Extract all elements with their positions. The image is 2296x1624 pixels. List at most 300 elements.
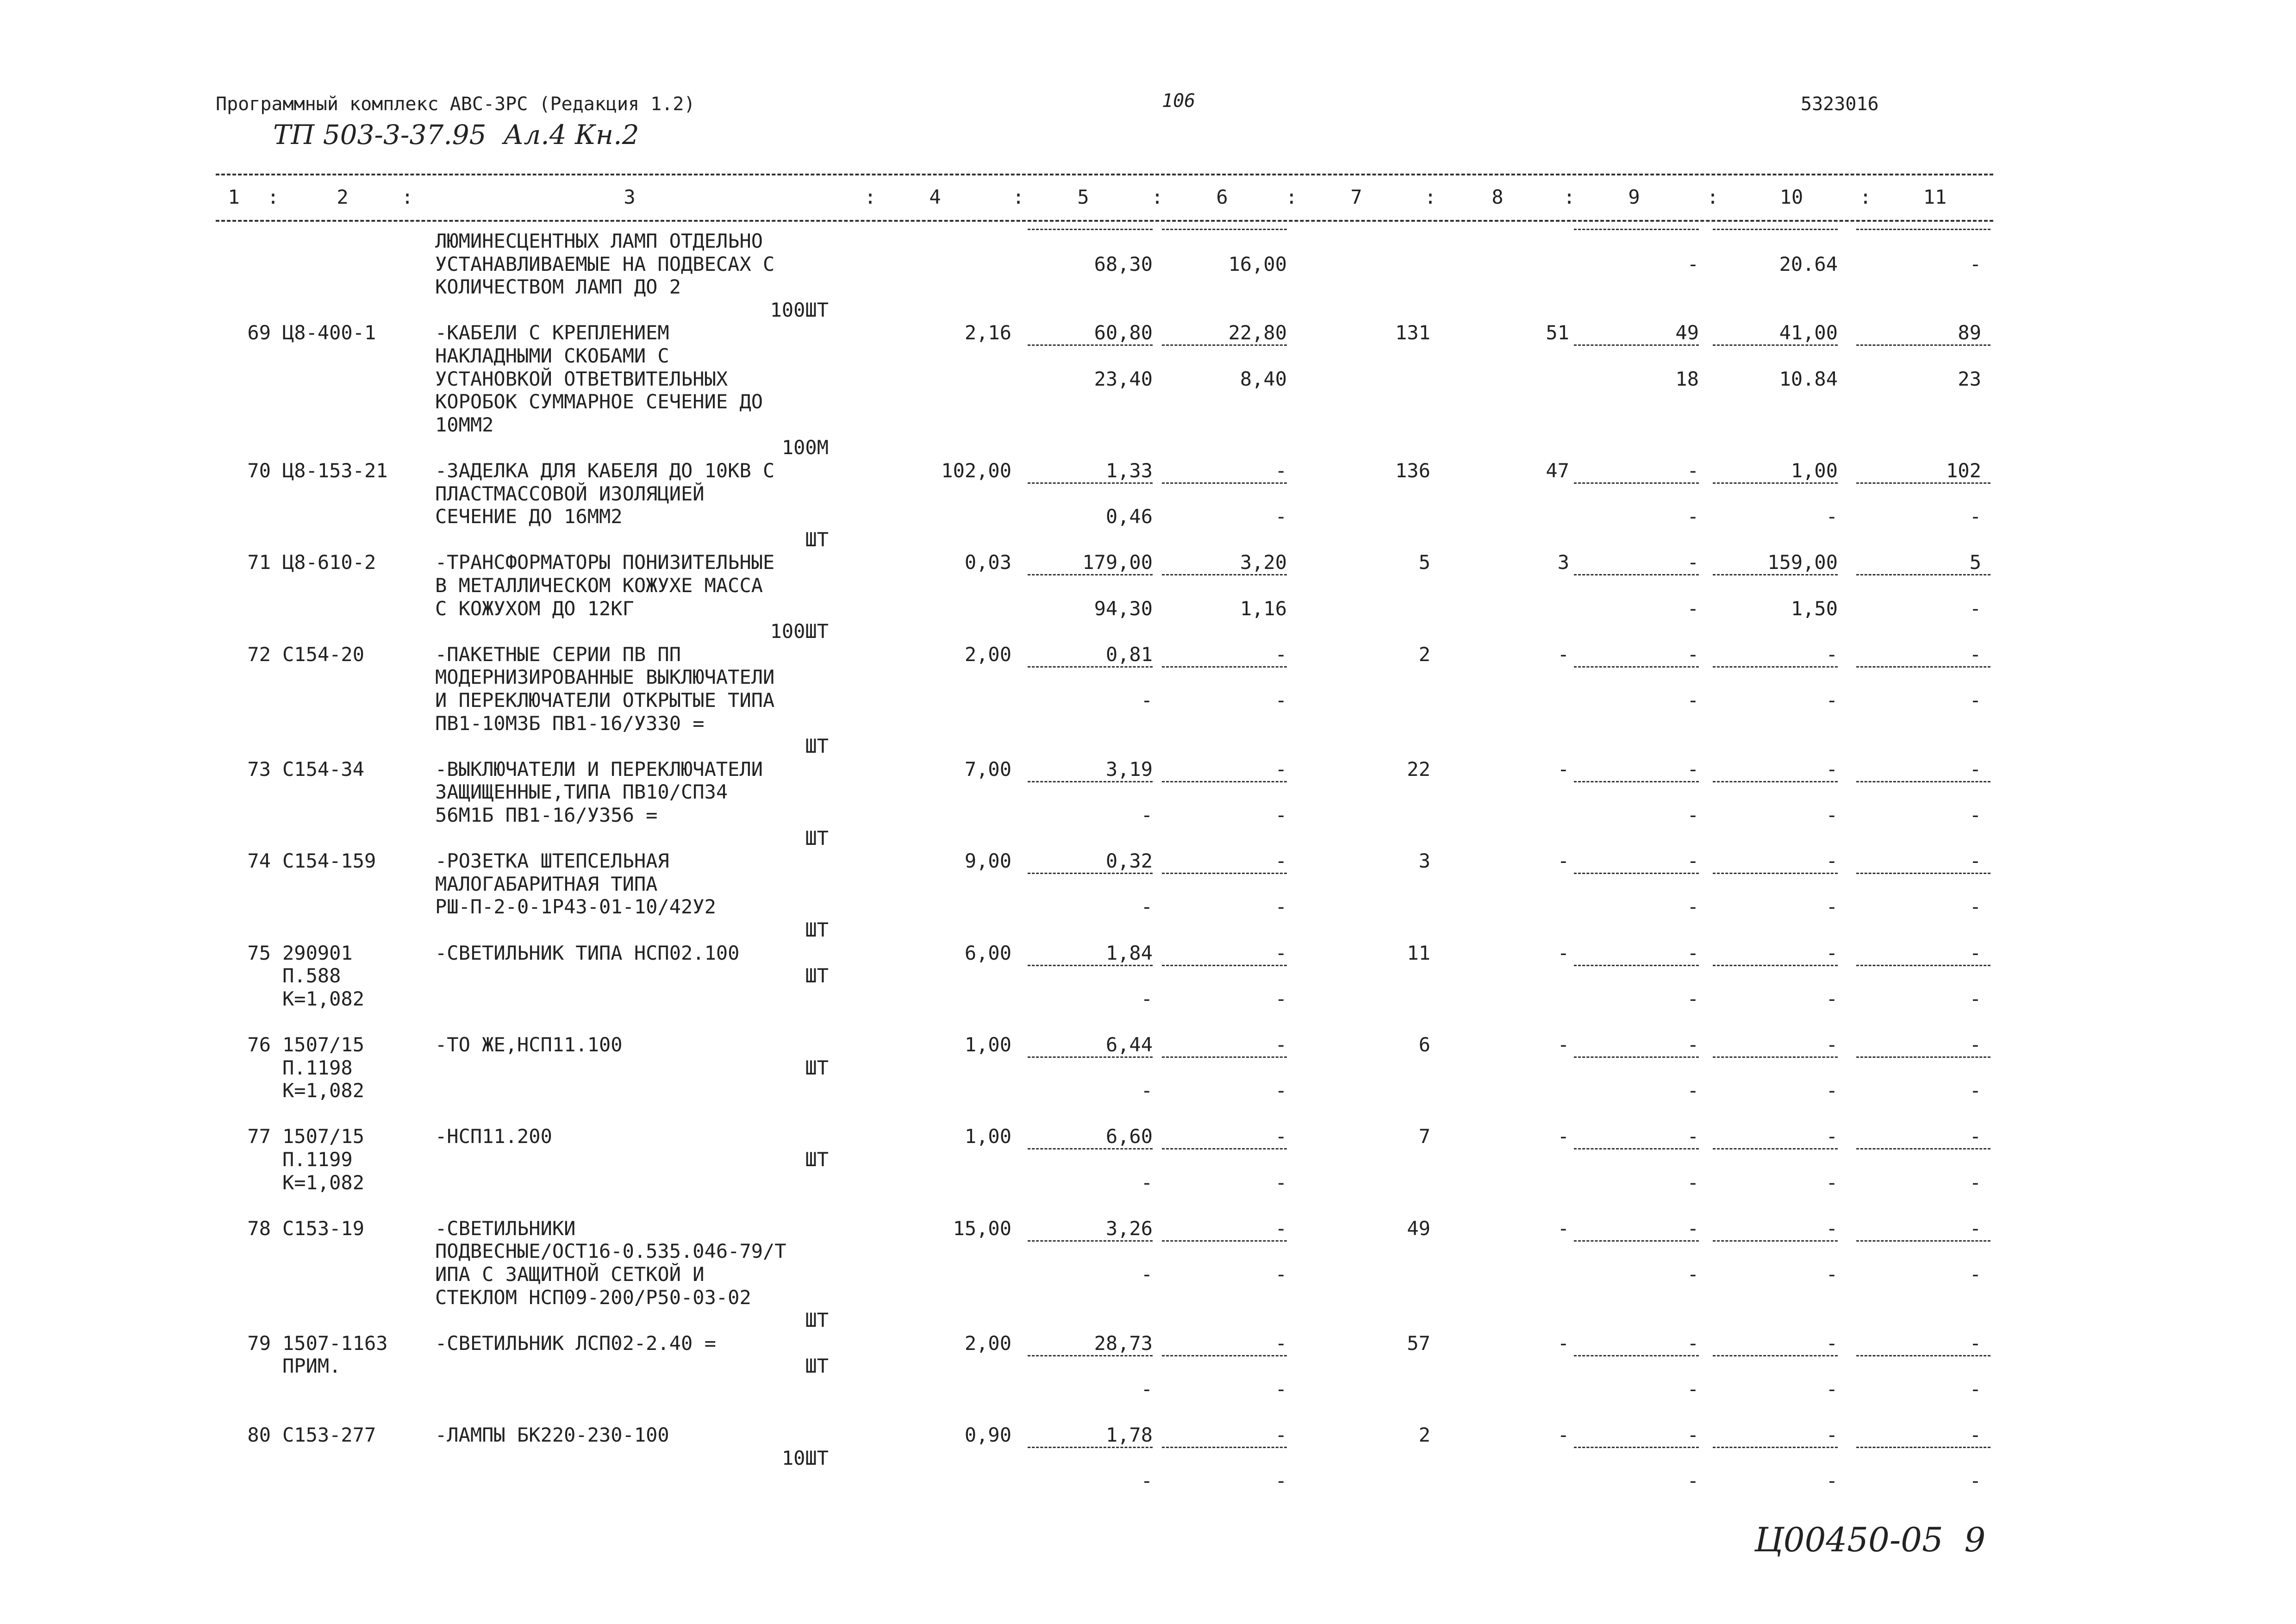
value-separator [1028,482,1153,484]
unit-of-measure: ШТ [805,735,829,758]
cell-col-1: 71 [247,551,271,574]
cell-col-3: -ТО ЖЕ,НСП11.100 [435,1033,623,1056]
cell-col-8: - [1557,849,1569,873]
unit-of-measure: ШТ [805,1355,829,1378]
cell-col-3: КОЛИЧЕСТВОМ ЛАМП ДО 2 [435,275,681,299]
cell-col-11: - [1969,849,1981,873]
value-separator [1574,965,1699,966]
cell-col-9: - [1687,1033,1699,1056]
value-separator [1856,873,1990,874]
cell-col-10: - [1826,1263,1838,1286]
unit-of-measure: 100ШТ [770,298,829,321]
cell-col-11: 23 [1958,367,1981,390]
value-separator [1028,229,1153,230]
cell-col-6: - [1275,941,1287,964]
value-separator [1574,666,1699,668]
cell-col-9: - [1687,643,1699,666]
cell-col-3: -ЗАДЕЛКА ДЛЯ КАБЕЛЯ ДО 10КВ С [435,459,775,482]
cell-col-9: - [1687,757,1699,781]
cell-col-6: - [1275,849,1287,873]
cell-col-11: 89 [1958,321,1981,344]
cell-col-3: ПЛАСТМАССОВОЙ ИЗОЛЯЦИЕЙ [435,482,705,505]
header-bottom-rule [216,220,1993,222]
cell-col-7: 136 [1395,459,1430,482]
cell-col-9: - [1687,941,1699,964]
unit-of-measure: ШТ [805,918,829,941]
cell-col-8: - [1557,941,1569,964]
cell-col-7: 5 [1418,551,1430,574]
cell-col-9: - [1687,1217,1699,1240]
cell-col-11: - [1969,1033,1981,1056]
cell-col-6: - [1275,1378,1287,1400]
value-separator [1162,574,1287,575]
value-separator [1574,1355,1699,1356]
cell-col-5: - [1141,1171,1153,1194]
program-title: Программный комплекс АВС-3РС (Редакция 1.2) [216,94,695,115]
column-header-6: 6 [1216,186,1228,208]
document-code: 5323016 [1801,94,1879,115]
value-separator [1028,1240,1153,1242]
value-separator [1162,1240,1287,1242]
cell-col-6: - [1275,689,1287,712]
cell-col-9: - [1687,505,1699,528]
cell-col-1: 80 [247,1424,271,1447]
column-header-11: 11 [1923,186,1947,208]
cell-col-5: 3,26 [1105,1217,1153,1240]
cell-col-8: - [1557,1424,1569,1447]
cell-col-9: 18 [1675,367,1699,390]
column-separator: : [267,186,279,208]
cell-col-11: - [1969,643,1981,666]
column-header-3: 3 [624,186,636,208]
value-separator [1162,482,1287,484]
cell-col-4: 0,03 [964,551,1011,574]
value-separator [1574,781,1699,782]
value-separator [1162,1056,1287,1058]
cell-col-5: - [1141,689,1153,712]
cell-col-1: 74 [247,849,271,873]
unit-of-measure: ШТ [805,1309,829,1332]
cell-col-9: - [1687,1378,1699,1400]
cell-col-5: - [1141,804,1153,826]
cell-col-9: - [1687,849,1699,873]
column-header-9: 9 [1628,186,1640,208]
cell-col-10: - [1826,941,1838,964]
value-separator [1028,344,1153,346]
cell-col-3: С КОЖУХОМ ДО 12КГ [435,597,634,620]
cell-col-4: 2,00 [964,1331,1011,1355]
value-separator [1028,1355,1153,1356]
value-separator [1028,574,1153,575]
column-separator: : [1285,186,1298,208]
cell-col-6: - [1275,987,1287,1010]
unit-of-measure: 100М [781,436,829,459]
cell-col-1: 69 [247,321,271,344]
unit-of-measure: ШТ [805,528,829,551]
cell-col-1: 76 [247,1033,271,1056]
value-separator [1713,781,1838,782]
cell-col-3: 56М1Б ПВ1-16/У356 = [435,804,658,826]
value-separator [1713,965,1838,966]
value-separator [1028,666,1153,668]
cell-col-8: - [1557,757,1569,781]
cell-col-10: - [1826,643,1838,666]
value-separator [1856,482,1990,484]
cell-col-3: -КАБЕЛИ С КРЕПЛЕНИЕМ [435,321,669,344]
value-separator [1713,1355,1838,1356]
unit-of-measure: 10ШТ [781,1446,829,1469]
cell-col-10: - [1826,1171,1838,1194]
value-separator [1574,1056,1699,1058]
cell-col-9: - [1687,597,1699,620]
cell-col-11: - [1969,1424,1981,1447]
cell-col-6: - [1275,1033,1287,1056]
cell-col-2: 1507/15 [282,1033,365,1056]
value-separator [1574,482,1699,484]
cell-col-3: -ВЫКЛЮЧАТЕЛИ И ПЕРЕКЛЮЧАТЕЛИ [435,757,763,781]
cell-col-5: - [1141,1469,1153,1493]
cell-col-10: - [1826,1424,1838,1447]
cell-col-11: 102 [1946,459,1981,482]
cell-col-11: - [1969,1469,1981,1493]
cell-col-5: 23,40 [1094,367,1153,390]
cell-col-3: НАКЛАДНЫМИ СКОБАМИ С [435,344,669,367]
cell-col-6: 8,40 [1240,367,1287,390]
value-separator [1574,344,1699,346]
cell-col-9: - [1687,1263,1699,1286]
value-separator [1028,873,1153,874]
cell-col-3: -ПАКЕТНЫЕ СЕРИИ ПВ ПП [435,643,681,666]
value-separator [1856,1056,1990,1058]
cell-col-5: 28,73 [1094,1331,1153,1355]
value-separator [1713,1240,1838,1242]
cell-col-2: К=1,082 [282,1079,365,1102]
cell-col-11: - [1969,757,1981,781]
cell-col-10: - [1826,1125,1838,1148]
cell-col-3: -СВЕТИЛЬНИК ЛСП02-2.40 = [435,1331,716,1355]
column-header-5: 5 [1077,186,1089,208]
cell-col-3: УСТАНАВЛИВАЕМЫЕ НА ПОДВЕСАХ С [435,252,775,275]
cell-col-11: - [1969,597,1981,620]
cell-col-7: 3 [1418,849,1430,873]
value-separator [1162,344,1287,346]
cell-col-5: 1,78 [1105,1424,1153,1447]
unit-of-measure: ШТ [805,826,829,849]
cell-col-11: - [1969,1331,1981,1355]
cell-col-8: - [1557,643,1569,666]
cell-col-6: - [1275,1263,1287,1286]
cell-col-5: 3,19 [1105,757,1153,781]
cell-col-10: 159,00 [1767,551,1838,574]
cell-col-6: - [1275,459,1287,482]
cell-col-8: 51 [1546,321,1569,344]
cell-col-6: - [1275,505,1287,528]
cell-col-11: - [1969,987,1981,1010]
cell-col-3: -ЛАМПЫ БК220-230-100 [435,1424,669,1447]
cell-col-5: 68,30 [1094,252,1153,275]
value-separator [1574,229,1699,230]
cell-col-8: - [1557,1331,1569,1355]
value-separator [1713,873,1838,874]
cell-col-9: - [1687,252,1699,275]
cell-col-3: ПОДВЕСНЫЕ/ОСТ16-0.535.046-79/Т [435,1240,786,1263]
column-separator: : [1424,186,1436,208]
value-separator [1574,1148,1699,1149]
cell-col-3: КОРОБОК СУММАРНОЕ СЕЧЕНИЕ ДО [435,390,763,413]
cell-col-10: - [1826,689,1838,712]
cell-col-5: 1,33 [1105,459,1153,482]
column-separator: : [1563,186,1575,208]
cell-col-10: 1,00 [1791,459,1838,482]
cell-col-3: ЛЮМИНЕСЦЕНТНЫХ ЛАМП ОТДЕЛЬНО [435,230,763,252]
value-separator [1162,229,1287,230]
column-separator: : [864,186,876,208]
archive-stamp: Ц00450-05 9 [1754,1520,1986,1559]
cell-col-3: 10ММ2 [435,413,494,436]
cell-col-5: - [1141,895,1153,918]
cell-col-2: П.1198 [282,1056,353,1079]
unit-of-measure: 100ШТ [770,620,829,643]
value-separator [1162,781,1287,782]
value-separator [1574,873,1699,874]
cell-col-3: -РОЗЕТКА ШТЕПСЕЛЬНАЯ [435,849,669,873]
cell-col-1: 75 [247,941,271,964]
cell-col-1: 73 [247,757,271,781]
cell-col-6: - [1275,643,1287,666]
cell-col-5: 0,46 [1105,505,1153,528]
value-separator [1856,574,1990,575]
value-separator [1713,1148,1838,1149]
value-separator [1713,344,1838,346]
cell-col-1: 70 [247,459,271,482]
cell-col-2: Ц8-153-21 [282,459,388,482]
cell-col-4: 2,16 [964,321,1011,344]
cell-col-10: - [1826,1331,1838,1355]
page-number: 106 [1162,90,1196,112]
cell-col-10: 1,50 [1791,597,1838,620]
cell-col-11: - [1969,689,1981,712]
cell-col-8: - [1557,1217,1569,1240]
unit-of-measure: ШТ [805,964,829,987]
cell-col-2: ПРИМ. [282,1355,341,1378]
cell-col-10: - [1826,895,1838,918]
cell-col-2: С154-34 [282,757,365,781]
cell-col-6: - [1275,1469,1287,1493]
cell-col-9: - [1687,1424,1699,1447]
cell-col-11: - [1969,1217,1981,1240]
cell-col-3: РШ-П-2-0-1Р43-01-10/42У2 [435,895,716,918]
column-header-8: 8 [1491,186,1504,208]
cell-col-9: - [1687,689,1699,712]
cell-col-2: Ц8-400-1 [282,321,376,344]
value-separator [1856,781,1990,782]
cell-col-3: МАЛОГАБАРИТНАЯ ТИПА [435,872,658,895]
cell-col-3: УСТАНОВКОЙ ОТВЕТВИТЕЛЬНЫХ [435,367,728,390]
cell-col-6: 22,80 [1228,321,1287,344]
cell-col-11: - [1969,1125,1981,1148]
cell-col-6: 16,00 [1228,252,1287,275]
cell-col-3: -СВЕТИЛЬНИКИ [435,1217,576,1240]
cell-col-7: 22 [1407,757,1430,781]
cell-col-2: П.588 [282,964,341,987]
cell-col-1: 79 [247,1331,271,1355]
value-separator [1162,1447,1287,1448]
column-separator: : [1151,186,1163,208]
cell-col-4: 0,90 [964,1424,1011,1447]
unit-of-measure: ШТ [805,1056,829,1079]
cell-col-2: Ц8-610-2 [282,551,376,574]
cell-col-6: 1,16 [1240,597,1287,620]
cell-col-10: 20.64 [1779,252,1838,275]
cell-col-1: 78 [247,1217,271,1240]
cell-col-5: 94,30 [1094,597,1153,620]
cell-col-10: - [1826,1217,1838,1240]
cell-col-5: 0,81 [1105,643,1153,666]
value-separator [1574,1447,1699,1448]
cell-col-5: - [1141,1378,1153,1400]
cell-col-9: - [1687,895,1699,918]
column-separator: : [401,186,413,208]
cell-col-6: - [1275,757,1287,781]
value-separator [1162,1355,1287,1356]
column-separator: : [1859,186,1872,208]
value-separator [1713,666,1838,668]
cell-col-2: П.1199 [282,1148,353,1171]
cell-col-11: - [1969,1079,1981,1102]
cell-col-6: - [1275,804,1287,826]
cell-col-11: - [1969,1378,1981,1400]
cell-col-9: 49 [1675,321,1699,344]
cell-col-4: 7,00 [964,757,1011,781]
cell-col-10: 41,00 [1779,321,1838,344]
cell-col-10: - [1826,1079,1838,1102]
cell-col-4: 1,00 [964,1125,1011,1148]
cell-col-8: - [1557,1125,1569,1148]
cell-col-2: 290901 [282,941,353,964]
cell-col-6: - [1275,1171,1287,1194]
column-header-1: 1 [228,186,240,208]
cell-col-3: -ТРАНСФОРМАТОРЫ ПОНИЗИТЕЛЬНЫЕ [435,551,775,574]
value-separator [1713,229,1838,230]
cell-col-10: - [1826,757,1838,781]
cell-col-10: - [1826,1033,1838,1056]
cell-col-4: 15,00 [953,1217,1011,1240]
cell-col-5: 1,84 [1105,941,1153,964]
cell-col-3: -СВЕТИЛЬНИК ТИПА НСП02.100 [435,941,740,964]
value-separator [1028,1148,1153,1149]
cell-col-5: 0,32 [1105,849,1153,873]
cell-col-3: МОДЕРНИЗИРОВАННЫЕ ВЫКЛЮЧАТЕЛИ [435,666,775,689]
value-separator [1162,873,1287,874]
cell-col-9: - [1687,459,1699,482]
column-header-4: 4 [929,186,941,208]
cell-col-10: - [1826,1469,1838,1493]
cell-col-8: - [1557,1033,1569,1056]
column-header-2: 2 [337,186,349,208]
value-separator [1856,344,1990,346]
value-separator [1162,965,1287,966]
value-separator [1856,666,1990,668]
cell-col-10: - [1826,804,1838,826]
cell-col-3: ИПА С ЗАЩИТНОЙ СЕТКОЙ И [435,1263,705,1286]
value-separator [1856,965,1990,966]
cell-col-3: В МЕТАЛЛИЧЕСКОМ КОЖУХЕ МАССА [435,574,763,597]
cell-col-2: С153-19 [282,1217,365,1240]
cell-col-6: - [1275,1424,1287,1447]
value-separator [1713,482,1838,484]
cell-col-3: ЗАЩИЩЕННЫЕ,ТИПА ПВ10/СП34 [435,781,728,804]
cell-col-9: - [1687,987,1699,1010]
cell-col-9: - [1687,804,1699,826]
value-separator [1574,574,1699,575]
cell-col-3: -НСП11.200 [435,1125,552,1148]
cell-col-1: 77 [247,1125,271,1148]
cell-col-6: - [1275,1125,1287,1148]
value-separator [1162,666,1287,668]
cell-col-4: 1,00 [964,1033,1011,1056]
value-separator [1574,1240,1699,1242]
value-separator [1028,1447,1153,1448]
cell-col-5: - [1141,987,1153,1010]
cell-col-7: 131 [1395,321,1430,344]
cell-col-9: - [1687,1171,1699,1194]
cell-col-11: - [1969,252,1981,275]
top-rule [216,174,1993,175]
cell-col-2: С153-277 [282,1424,376,1447]
cell-col-9: - [1687,1079,1699,1102]
cell-col-3: СТЕКЛОМ НСП09-200/Р50-03-02 [435,1286,751,1309]
cell-col-2: 1507-1163 [282,1331,388,1355]
cell-col-6: 3,20 [1240,551,1287,574]
cell-col-2: К=1,082 [282,1171,365,1194]
cell-col-7: 6 [1418,1033,1430,1056]
cell-col-9: - [1687,1331,1699,1355]
cell-col-10: - [1826,505,1838,528]
cell-col-6: - [1275,1079,1287,1102]
cell-col-5: 179,00 [1082,551,1153,574]
cell-col-10: 10.84 [1779,367,1838,390]
cell-col-7: 2 [1418,643,1430,666]
value-separator [1028,1056,1153,1058]
cell-col-10: - [1826,1378,1838,1400]
value-separator [1028,965,1153,966]
value-separator [1713,1447,1838,1448]
cell-col-2: К=1,082 [282,987,365,1010]
cell-col-2: С154-159 [282,849,376,873]
cell-col-5: 6,60 [1105,1125,1153,1148]
cell-col-6: - [1275,895,1287,918]
column-header-10: 10 [1779,186,1803,208]
cell-col-5: - [1141,1263,1153,1286]
value-separator [1028,781,1153,782]
cell-col-1: 72 [247,643,271,666]
cell-col-4: 102,00 [941,459,1011,482]
cell-col-4: 2,00 [964,643,1011,666]
cell-col-6: - [1275,1331,1287,1355]
cell-col-9: - [1687,1469,1699,1493]
cell-col-11: - [1969,895,1981,918]
unit-of-measure: ШТ [805,1148,829,1171]
column-separator: : [1012,186,1024,208]
value-separator [1856,1148,1990,1149]
cell-col-9: - [1687,551,1699,574]
cell-col-4: 9,00 [964,849,1011,873]
cell-col-5: 60,80 [1094,321,1153,344]
cell-col-7: 2 [1418,1424,1430,1447]
cell-col-5: 6,44 [1105,1033,1153,1056]
value-separator [1856,229,1990,230]
cell-col-10: - [1826,849,1838,873]
